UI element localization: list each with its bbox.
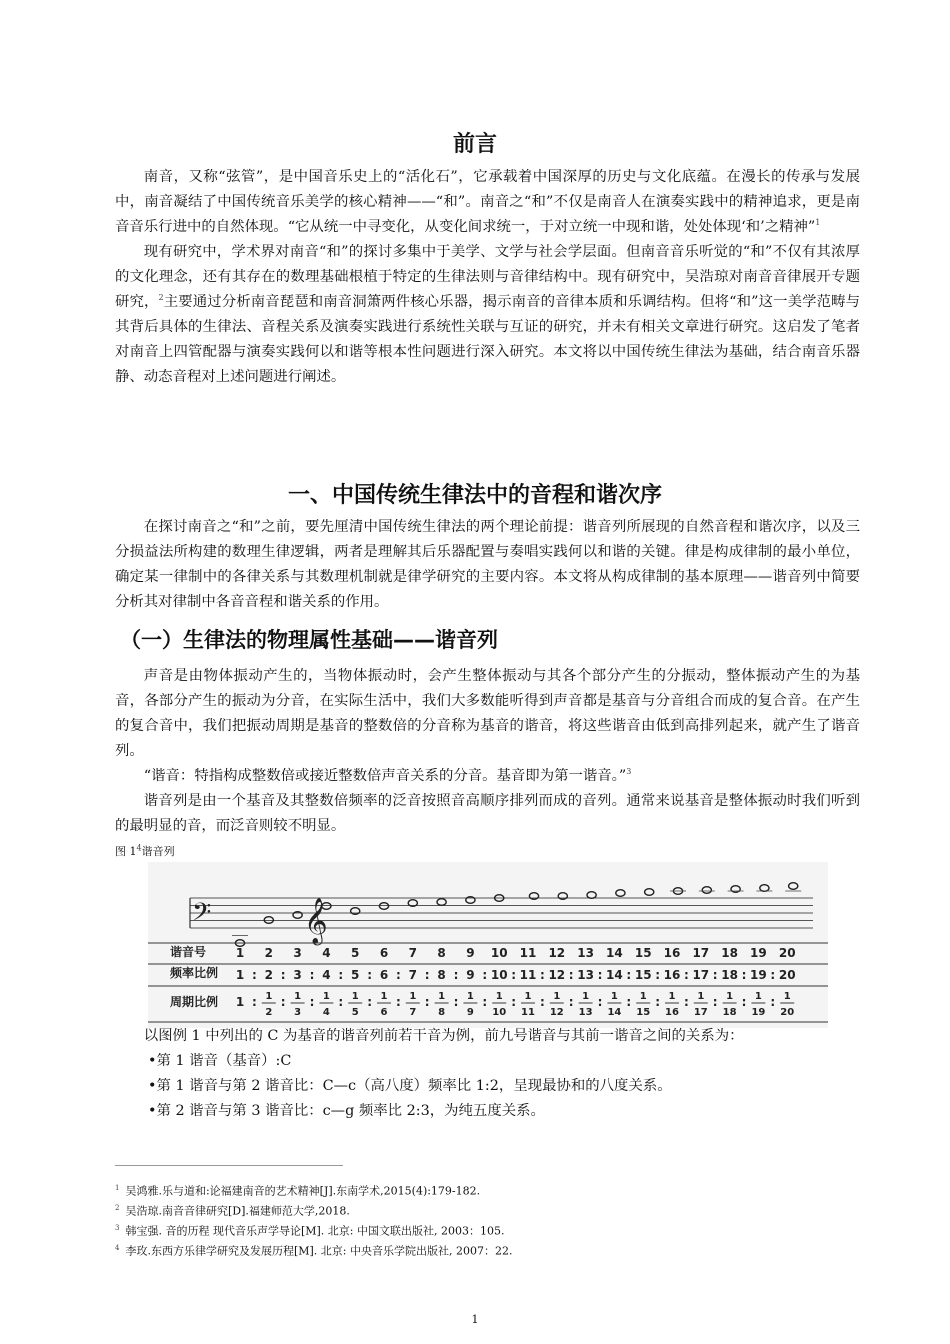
period-ratio-numerator: 1 [754,991,762,1002]
harmonic-number: 7 [408,946,417,960]
preface-paragraph-1 [115,165,860,240]
harmonic-number: 1 [235,946,245,960]
period-ratio-numerator: 1 [610,991,618,1002]
ratio-colon: : [597,968,603,982]
frequency-ratio-term: 9 [466,968,475,982]
period-ratio-denominator: 5 [351,1007,359,1018]
harmonic-number: 12 [548,946,566,960]
harmonic-number: 20 [778,946,796,960]
period-ratio-numerator: 1 [438,991,446,1002]
frequency-ratio-term: 14 [606,968,623,982]
frequency-ratio-term: 2 [264,968,273,982]
period-ratio-numerator: 1 [668,991,676,1002]
period-ratio-denominator: 19 [751,1007,766,1018]
ratio-colon: : [655,995,661,1009]
period-ratio-numerator: 1 [409,991,417,1002]
ratio-colon: : [511,968,517,982]
harmonic-number: 5 [351,946,360,960]
ratio-colon: : [568,995,574,1009]
section-1-paragraph-1: 在探讨南音之“和”之前，要先厘清中国传统生律法的两个理论前提：谐音列所展现的自然音程和谐次序，以及三分损益法所构建的数理生律逻辑，两者是理解其后乐器配置与奏唱实践何以和谐的关键。律是构成律制的最小单位，确定某一律制中的各律关系与其数理机制就是律学研究的主要内容。本文将从构成律制的基本原理——谐音列中简要分析其对律制中各音音程和谐关系的作用。 [115,519,860,610]
staff-lines [190,898,813,928]
harmonic-number: 18 [721,946,738,960]
ratio-colon: : [683,995,689,1009]
note-head [437,899,446,906]
note-head [789,883,798,890]
ratio-colon: : [424,968,430,982]
ratio-colon: : [655,968,661,982]
period-ratio-denominator: 10 [492,1007,507,1018]
footnotes [115,1180,513,1261]
frequency-ratio-term: 20 [778,968,796,982]
section-1-heading: 一、中国传统生律法中的音程和谐次序 [287,483,662,508]
period-ratio-numerator: 1 [524,991,532,1002]
ratio-colon: : [251,995,257,1009]
row-label: 周期比例 [170,995,219,1009]
ratio-colon: : [770,995,776,1009]
harmonic-series-score [148,862,828,1028]
period-ratio-numerator: 1 [582,991,590,1002]
frequency-ratio-term: 17 [692,968,710,982]
bullet-list [148,1049,672,1124]
ratio-colon: : [568,968,574,982]
ratio-colon: : [741,995,747,1009]
period-ratio-denominator: 14 [607,1007,622,1018]
footnote-ref-1[interactable]: 1 [815,218,821,228]
harmonic-number: 19 [750,946,767,960]
ratio-colon: : [741,968,747,982]
footnote-item [115,1220,513,1240]
ratio-colon: : [367,995,373,1009]
footnote-number: 1 [115,1184,120,1192]
ratio-colon: : [683,968,689,982]
bullet-item: •第 1 谐音与第 2 谐音比：C—c（高八度）频率比 1:2，呈现最协和的八度关系。 [148,1078,672,1094]
footnote-ref-4[interactable]: 4 [136,843,142,853]
ratio-colon: : [251,968,257,982]
note-head [379,903,388,910]
row-label: 频率比例 [170,966,219,980]
period-ratio-numerator: 1 [466,991,474,1002]
frequency-ratio-term: 18 [721,968,738,982]
footnote-text: 李玫.东西方乐律学研究及发展历程[M]. 北京: 中央音乐学院出版社, 2007：22. [125,1245,513,1259]
frequency-ratio-term: 8 [437,968,446,982]
footnote-divider [115,1165,343,1166]
ratio-colon: : [395,968,401,982]
frequency-ratio-term: 11 [519,968,537,982]
period-ratio-denominator: 13 [578,1007,593,1018]
ratio-colon: : [453,968,459,982]
subsection-1-heading: （一）生律法的物理属性基础——谐音列 [120,628,498,652]
period-ratio-numerator: 1 [265,991,273,1002]
footnote-item [115,1200,513,1220]
period-ratio-denominator: 15 [636,1007,651,1018]
preface-p2b-text: 主要通过分析南音琵琶和南音洞箫两件核心乐器，揭示南音的音律本质和乐调结构。但将“和”这一美学范畴与其背后具体的生律法、音程关系及演奏实践进行系统性关联与互证的研究，并未有相关文章进行研究。这启发了笔者对南音上四管配器与演奏实践何以和谐等根本性问题进行深入研究。本文将以中国传统生律法为基础，结合南音乐器静、动态音程对上述问题进行阐述。 [115,294,860,385]
period-ratio-denominator: 9 [466,1007,474,1018]
after-figure-body [115,1024,860,1049]
frequency-ratio-term: 7 [408,968,417,982]
harmonic-number: 6 [379,946,389,960]
period-ratio-numerator: 1 [322,991,330,1002]
preface-p2a-text: 现有研究中，学术界对南音“和”的探讨多集中于美学、文学与社会学层面。但南音音乐听觉的“和”不仅有其浓厚的文化理念，还有其存在的数理基础根植于特定的生律法则与音律结构中。现有研究中，吴浩琼对南音音律展开专题研究， [115,244,860,310]
period-ratio-denominator: 3 [294,1007,302,1018]
ratio-colon: : [395,995,401,1009]
harmonic-number: 15 [634,946,652,960]
period-ratio-numerator: 1 [351,991,359,1002]
harmonic-number: 8 [437,946,446,960]
ratio-colon: : [770,968,776,982]
period-ratio-denominator: 20 [780,1007,795,1018]
harmonic-number: 10 [490,946,508,960]
period-ratio-denominator: 8 [438,1007,446,1018]
treble-clef-icon: 𝄞 [304,898,328,944]
ratio-colon: : [453,995,459,1009]
footnote-item [115,1240,513,1260]
harmonic-number: 13 [577,946,594,960]
ratio-colon: : [482,995,488,1009]
frequency-ratio-term: 4 [322,968,331,982]
footnote-text: 吴浩琼.南音音律研究[D].福建师范大学,2018. [125,1204,350,1218]
harmonic-number: 16 [663,946,681,960]
period-ratio-denominator: 17 [693,1007,708,1018]
footnote-item [115,1180,513,1200]
row-labels [170,944,218,1009]
bass-clef-icon: 𝄢 [192,898,212,933]
period-ratio-denominator: 18 [722,1007,737,1018]
frequency-ratio-term: 6 [379,968,389,982]
figure-caption [115,843,175,859]
frequency-ratio-term: 10 [490,968,508,982]
preface-paragraph-2 [115,240,860,390]
ratio-colon: : [280,968,286,982]
ratio-colon: : [280,995,286,1009]
frequency-ratio-term: 1 [235,968,245,982]
preface-p1-text: 南音，又称“弦管”，是中国音乐史上的“活化石”，它承载着中国深厚的历史与文化底蕴。在漫长的传承与发展中，南音凝结了中国传统音乐美学的核心精神——“和”。南音之“和”不仅是南音人在演奏实践中的精神追求，更是南音音乐行进中的自然体现。“它从统一中寻变化，从变化间求统一，于对立统一中现和谐，处处体现‘和’之精神” [115,169,860,235]
note-head [587,892,596,899]
ratio-colon: : [539,995,545,1009]
quote-text: “谐音：特指构成整数倍或接近整数倍声音关系的分音。基音即为第一谐音。” [143,768,627,784]
ratio-colon: : [712,995,718,1009]
after-figure-paragraph: 以图例 1 中列出的 C 为基音的谐音列前若干音为例，前九号谐音与其前一谐音之间的关系为： [143,1028,744,1044]
frequency-ratio-term: 3 [293,968,302,982]
preface-title: 前言 [452,132,497,157]
harmonic-number: 9 [466,946,475,960]
frequency-ratio-term: 15 [634,968,652,982]
preface-body [115,165,860,390]
ratio-colon: : [338,995,344,1009]
period-ratio-numerator: 1 [495,991,503,1002]
ratio-colon: : [424,995,430,1009]
ratio-colon: : [482,968,488,982]
note-head [760,885,769,892]
ratio-colon: : [597,995,603,1009]
subsection-1-body [115,664,860,839]
footnote-text: 吴鸿雅.乐与道和:论福建南音的艺术精神[J].东南学术,2015(4):179-182. [125,1184,481,1198]
period-ratio-numerator: 1 [726,991,734,1002]
period-ratio-numerator: 1 [639,991,647,1002]
ratio-colon: : [309,968,315,982]
subsection-1-paragraph-3: 谐音列是由一个基音及其整数倍频率的泛音按照音高顺序排列而成的音列。通常来说基音是整体振动时我们听到的最明显的音，而泛音则较不明显。 [115,793,860,834]
period-ratio-numerator: 1 [783,991,791,1002]
ratio-colon: : [539,968,545,982]
harmonic-number: 2 [264,946,273,960]
footnote-ref-3[interactable]: 3 [626,767,632,777]
figure-caption-text: 谐音列 [141,845,175,858]
ratio-colon: : [511,995,517,1009]
bullet-item: •第 2 谐音与第 3 谐音比：c—g 频率比 2:3，为纯五度关系。 [148,1103,545,1119]
frequency-ratio-term: 12 [548,968,566,982]
frequency-ratio-term: 13 [577,968,594,982]
period-ratio-numerator: 1 [553,991,561,1002]
harmonic-number: 14 [606,946,623,960]
ratio-colon: : [626,968,632,982]
subsection-1-paragraph-1: 声音是由物体振动产生的，当物体振动时，会产生整体振动与其各个部分产生的分振动，整体振动产生的为基音，各部分产生的振动为分音，在实际生活中，我们大多数能听得到声音都是基音与分音组合而成的复合音。在产生的复合音中，我们把振动周期是基音的整数倍的分音称为基音的谐音，将这些谐音由低到高排列起来，就产生了谐音列。 [115,668,860,759]
note-head [616,890,625,897]
period-ratio-term: 1 [235,995,245,1009]
ratio-colon: : [626,995,632,1009]
harmonic-number: 17 [692,946,710,960]
page-number: 1 [471,1313,479,1326]
harmonic-number: 4 [322,946,331,960]
ratio-colon: : [367,968,373,982]
frequency-ratio-term: 19 [750,968,767,982]
period-ratio-denominator: 12 [549,1007,564,1018]
note-head [702,887,711,894]
frequency-ratio-term: 5 [351,968,360,982]
footnote-text: 韩宝强. 音的历程 现代音乐声学导论[M]. 北京: 中国文联出版社, 2003：105. [125,1224,505,1238]
table-cells [236,946,796,1018]
period-ratio-numerator: 1 [697,991,705,1002]
period-ratio-denominator: 6 [380,1007,388,1018]
harmonic-series-figure [148,862,828,1028]
ratio-colon: : [712,968,718,982]
period-ratio-denominator: 4 [322,1007,330,1018]
harmonic-number: 11 [519,946,537,960]
note-head [645,889,654,896]
row-label: 谐音号 [170,945,207,959]
footnote-number: 3 [115,1224,120,1233]
period-ratio-numerator: 1 [380,991,388,1002]
ratio-colon: : [338,968,344,982]
footnote-ref-2[interactable]: 2 [158,293,164,303]
period-ratio-denominator: 2 [265,1007,273,1018]
period-ratio-denominator: 16 [665,1007,679,1018]
footnote-number: 2 [115,1204,120,1213]
period-ratio-numerator: 1 [294,991,302,1002]
section-1-body [115,515,860,615]
frequency-ratio-term: 16 [663,968,681,982]
ratio-colon: : [309,995,315,1009]
subsection-1-paragraph-2 [115,764,860,789]
footnote-number: 4 [115,1244,120,1253]
period-ratio-denominator: 7 [409,1007,417,1018]
note-head [264,917,273,924]
harmonic-number: 3 [293,946,302,960]
bullet-item: •第 1 谐音（基音）:C [148,1053,292,1069]
figure-caption-prefix: 图 1 [115,845,137,858]
period-ratio-denominator: 11 [521,1007,535,1018]
